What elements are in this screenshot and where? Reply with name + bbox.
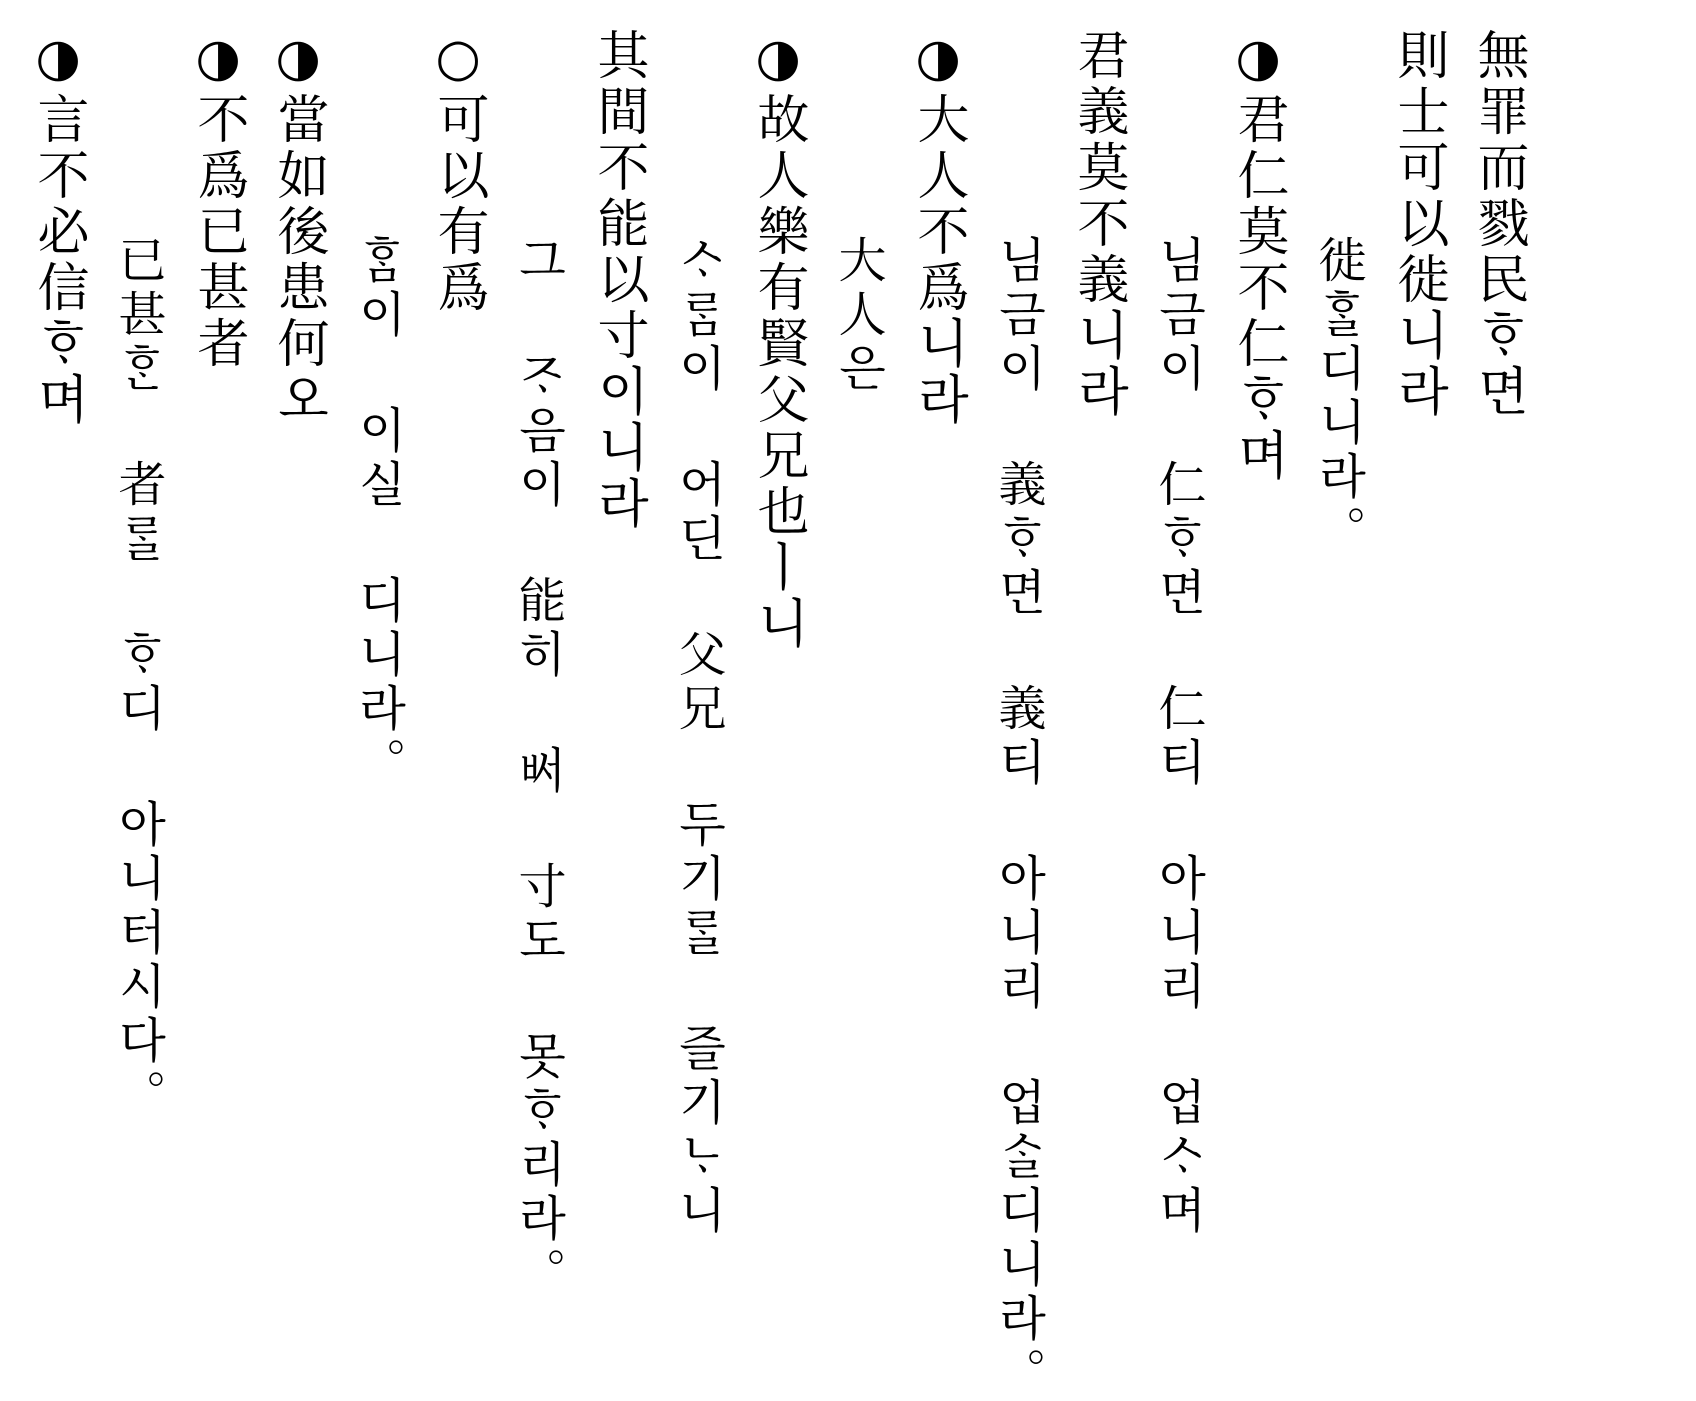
gloss-column-18: 已甚ᄒᆞᆫ 者ᄅᆞᆯ ᄒᆞ디 아니터시다。 [110, 235, 166, 1123]
text-column-6: 君義莫不義니라 [1068, 28, 1128, 420]
text-column-16: ◑當如後患何오 [268, 28, 328, 428]
text-column-1: 無罪而戮民ᄒᆞ면 [1468, 28, 1528, 420]
gloss-column-5: 님금이 仁ᄒᆞ면 仁티 아니리 업ᄉᆞ며 [1150, 235, 1206, 1239]
gloss-column-3: 徙ᄒᆞᆯ디니라。 [1310, 235, 1366, 559]
text-column-19: ◑言不必信ᄒᆞ며 [28, 28, 88, 428]
text-column-8: ◑大人不爲니라 [908, 28, 968, 428]
gloss-column-7: 님금이 義ᄒᆞ면 義티 아니리 업ᄉᆞᆯ디니라。 [990, 235, 1046, 1401]
gloss-column-13: 그 ᄌᆞ음이 能히 ᄡᅥ 寸도 못ᄒᆞ리라。 [510, 235, 566, 1301]
gloss-column-9: 大人은 [830, 235, 886, 397]
gloss-column-11: ᄉᆞᄅᆞᆷ이 어딘 父兄 두기ᄅᆞᆯ 즐기ᄂᆞ니 [670, 235, 726, 1239]
text-column-12: 其間不能以寸이니라 [588, 28, 648, 532]
text-column-10: ◑故人樂有賢父兄也ㅣ니 [748, 28, 808, 652]
text-column-14: ○可以有爲 [428, 28, 488, 316]
text-column-2: 則士可以徙니라 [1388, 28, 1448, 420]
text-column-17: ◑不爲已甚者 [188, 28, 248, 372]
text-column-4: ◑君仁莫不仁ᄒᆞ며 [1228, 28, 1288, 484]
gloss-column-15: ᄒᆞᆷ이 이실 디니라。 [350, 235, 406, 791]
